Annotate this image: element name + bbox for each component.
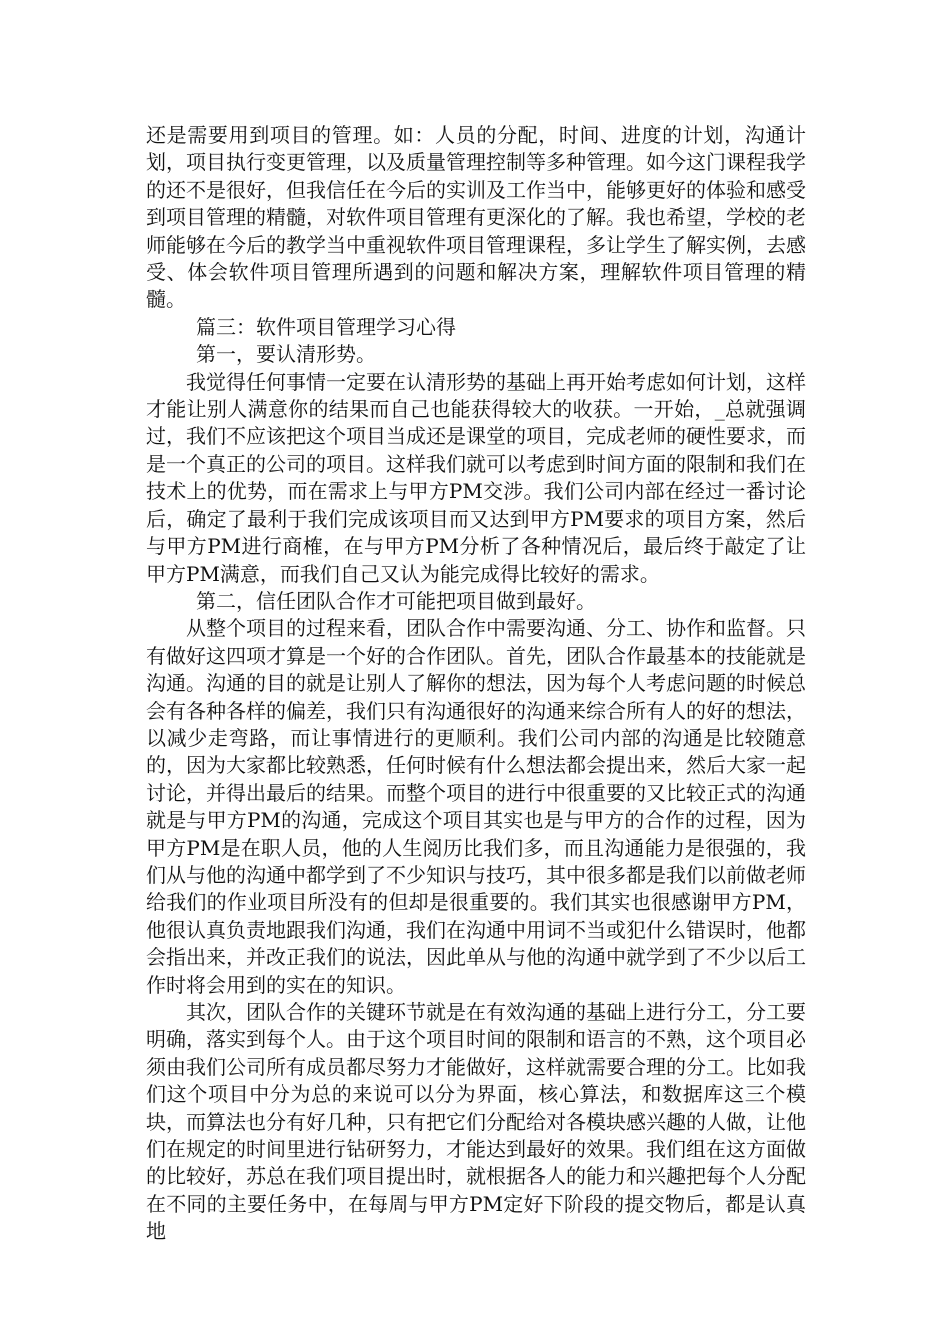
document-page [146, 122, 806, 1246]
subheading-second: 第二，信任团队合作才可能把项目做到最好。 [196, 588, 596, 613]
subheading-first: 第一，要认清形势。 [196, 342, 376, 367]
section-title: 篇三：软件项目管理学习心得 [196, 314, 456, 339]
body-paragraph-3: 从整个项目的过程来看，团队合作中需要沟通、分工、协作和监督。只有做好这四项才算是一个好的合作团队。首先，团队合作最基本的技能就是沟通。沟通的目的就是让别人了解你的想法，因为每个人考虑问题的时候总会有各种各样的偏差，我们只有沟通很好的沟通来综合所有人的好的想法，以减少走弯路，而让事情进行的更顺利。我们公司内部的沟通是比较随意的，因为大家都比较熟悉，任何时候有什么想法都会提出来，然后大家一起讨论，并得出最后的结果。而整个项目的进行中很重要的又比较正式的沟通就是与甲方PM的沟通，完成这个项目其实也是与甲方的合作的过程，因为甲方PM是在职人员，他的人生阅历比我们多，而且沟通能力是很强的，我们从与他的沟通中都学到了不少知识与技巧，其中很多都是我们以前做老师给我们的作业项目所没有的但却是很重要的。我们其实也很感谢甲方PM，他很认真负责地跟我们沟通，我们在沟通中用词不当或犯什么错误时，他都会指出来，并改正我们的说法，因此单从与他的沟通中就学到了不少以后工作时将会用到的实在的知识。 [146, 616, 806, 997]
body-paragraph-1: 还是需要用到项目的管理。如：人员的分配，时间、进度的计划，沟通计划，项目执行变更管理，以及质量管理控制等多种管理。如今这门课程我学的还不是很好，但我信任在今后的实训及工作当中，能够更好的体验和感受到项目管理的精髓，对软件项目管理有更深化的了解。我也希望，学校的老师能够在今后的教学当中重视软件项目管理课程，多让学生了解实例，去感受、体会软件项目管理所遇到的问题和解决方案，理解软件项目管理的精髓。 [146, 123, 806, 312]
body-paragraph-2: 我觉得任何事情一定要在认清形势的基础上再开始考虑如何计划，这样才能让别人满意你的结果而自己也能获得较大的收获。一开始，_总就强调过，我们不应该把这个项目当成还是课堂的项目，完成老师的硬性要求，而是一个真正的公司的项目。这样我们就可以考虑到时间方面的限制和我们在技术上的优势，而在需求上与甲方PM交涉。我们公司内部在经过一番讨论后，确定了最利于我们完成该项目而又达到甲方PM要求的项目方案，然后与甲方PM进行商榷，在与甲方PM分析了各种情况后，最后终于敲定了让甲方PM满意，而我们自己又认为能完成得比较好的需求。 [146, 369, 806, 586]
body-paragraph-4: 其次，团队合作的关键环节就是在有效沟通的基础上进行分工，分工要明确，落实到每个人。由于这个项目时间的限制和语言的不熟，这个项目必须由我们公司所有成员都尽努力才能做好，这样就需要合理的分工。比如我们这个项目中分为总的来说可以分为界面，核心算法，和数据库这三个模块，而算法也分有好几种，只有把它们分配给对各模块感兴趣的人做，让他们在规定的时间里进行钻研努力，才能达到最好的效果。我们组在这方面做的比较好，苏总在我们项目提出时，就根据各人的能力和兴趣把每个人分配在不同的主要任务中，在每周与甲方PM定好下阶段的提交物后，都是认真地 [146, 1000, 806, 1244]
